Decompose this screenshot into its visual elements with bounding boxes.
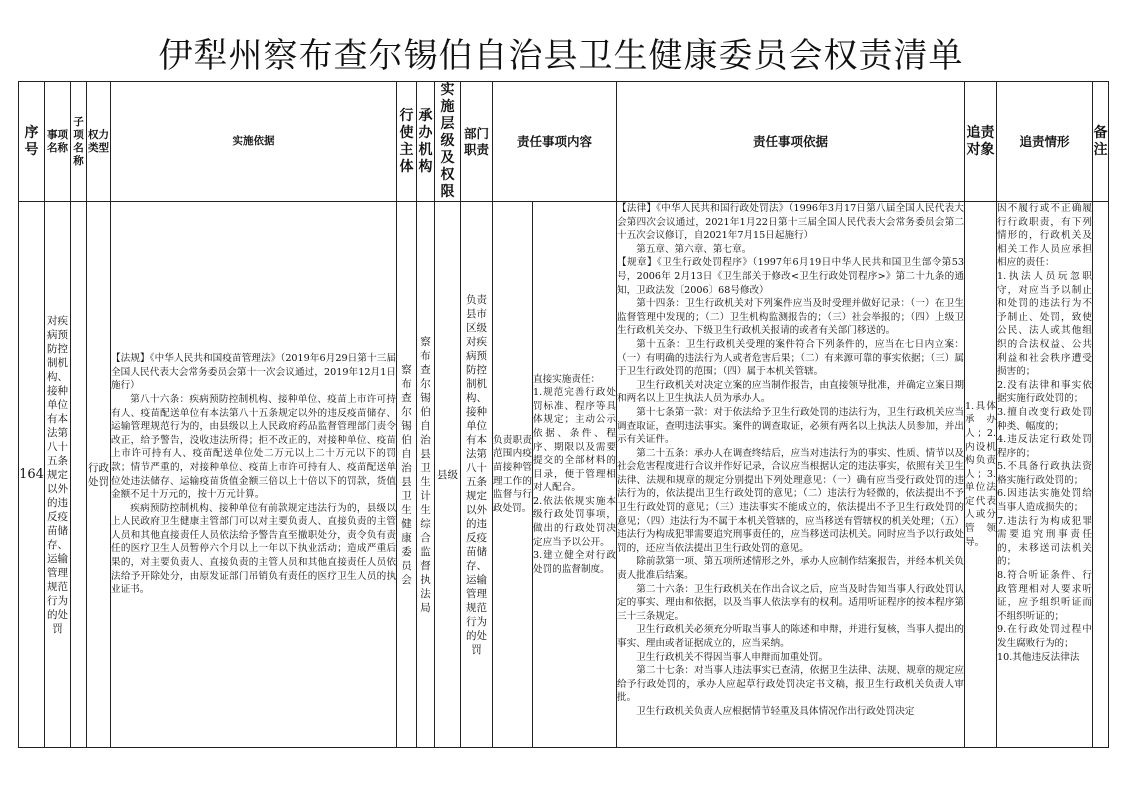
resp-basis-paragraph: 第十七条第一款：对于依法给予卫生行政处罚的违法行为，卫生行政机关应当调查取证，查明违法事实。案件的调查取证，必须有两名以上执法人员参加，并出示有关证件。 — [617, 406, 964, 446]
table-row — [19, 202, 1109, 748]
cell-item-name: 对疾病预防控制机构、接种单位有本法第八十五条规定以外的违反疫苗储存、运输管理规范行为的处罚 — [45, 202, 71, 748]
resp-basis-paragraph: 卫生行政机关对决定立案的应当制作报告，由直接领导批准，并确定立案日期和两名以上卫生执法人员为承办人。 — [617, 379, 964, 405]
basis-paragraph: 第八十六条：疾病预防控制机构、接种单位、疫苗上市许可持有人、疫苗配送单位有本法第八十五条规定以外的违反疫苗储存、运输管理规范行为的，由县级以上人民政府药品监督管理部门责令改正，给予警告，没收违法所得；拒不改正的，对接种单位、疫苗上市许可持有人、疫苗配送单位处二万元以上二十万元以下的罚款；情节严重的，对接种单位、疫苗上市许可持有人、疫苗配送单位处违法储存、运输疫苗货值金额三倍以上十倍以下的罚款，货值金额不足十万元的，按十万元计算。 — [111, 393, 396, 501]
resp-basis-clip — [617, 202, 964, 747]
header-level: 实施层级及权限 — [435, 82, 461, 202]
cell-basis — [111, 202, 397, 748]
header-item-name: 事项名称 — [45, 82, 71, 202]
cell-sub-item-name — [71, 202, 87, 748]
cell-dept-duty: 负责职责范围内疫苗接种管理工作的监督与行政处罚。 — [493, 202, 533, 748]
resp-basis-paragraph: 【规章】《卫生行政处罚程序》（1997年6月19日中华人民共和国卫生部令第53号，2006年 2月13日《卫生部关于修改<卫生行政处罚程序>》第二十九条的通知，卫政法发〔2006〕68号修改） — [617, 257, 964, 296]
accountability-clip — [997, 202, 1092, 747]
cell-resp-content — [533, 202, 617, 748]
cell-remark — [1093, 202, 1109, 748]
header-undertaker: 承办机构 — [417, 82, 435, 202]
accountability-line: 10.其他违反法律法 — [997, 651, 1080, 663]
resp-basis-paragraph: 【法律】《中华人民共和国行政处罚法》（1996年3月17日第八届全国人民代表大会第四次会议通过，2021年1月22日第十三届全国人民代表大会常务委员会第二十五次会议修订，自2021年7月15日起施行） — [617, 203, 964, 242]
resp-basis-paragraph: 卫生行政机关不得因当事人申辩而加重处罚。 — [636, 651, 829, 663]
header-accountable: 追责对象 — [965, 82, 997, 202]
header-resp-content: 责任事项内容 — [493, 82, 617, 202]
cell-power-type: 行政处罚 — [87, 202, 111, 748]
resp-content-line: 1.规范完善行政处罚标准、程序等具体规定；主动公示依据、条件、程序、期限以及需要提交的全部材料的目录，便于管理相对人配合。 — [533, 387, 616, 494]
resp-basis-paragraph: 第二十七条：对当事人违法事实已查清，依据卫生法律、法规、规章的规定应给予行政处罚的，承办人应起草行政处罚决定书文稿，报卫生行政机关负责人审批。 — [617, 665, 964, 704]
power-list-table — [18, 81, 1109, 748]
resp-basis-paragraph: 卫生行政机关必须充分听取当事人的陈述和申辩，并进行复核，当事人提出的事实、理由或者证据成立的，应当采纳。 — [617, 624, 964, 649]
header-dept-duty: 部门职责 — [461, 82, 493, 202]
header-resp-basis: 责任事项依据 — [617, 82, 965, 202]
resp-content-line: 2.依法依规实施本级行政处罚事项，做出的行政处罚决定应当予以公开。 — [533, 495, 616, 548]
header-power-type: 权力类型 — [87, 82, 111, 202]
accountability-line: 2.没有法律和事实依据实施行政处罚的； — [997, 379, 1092, 405]
accountability-line: 3.擅自改变行政处罚种类、幅度的； — [997, 406, 1092, 432]
accountability-line: 8.符合听证条件、行政管理相对人要求听证，应予组织听证而不组织听证的； — [997, 570, 1092, 622]
accountability-line: 因不履行或不正确履行行政职责，有下列情形的，行政机关及相关工作人员应承担相应的责任： — [997, 203, 1092, 269]
basis-paragraph: 【法规】《中华人民共和国疫苗管理法》（2019年6月29日第十三届全国人民代表大会常务委员会第十一次会议通过，2019年12月1日施行） — [111, 353, 396, 392]
header-accountability: 追责情形 — [997, 82, 1093, 202]
basis-paragraph: 疾病预防控制机构、接种单位有前款规定违法行为的，县级以上人民政府卫生健康主管部门可以对主要负责人、直接负责的主管人员和其他直接责任人员依法给予警告直至撤职处分，责令负有责任的医疗卫生人员暂停六个月以上一年以下执业活动；造成严重后果的，对主要负责人、直接负责的主管人员和其他直接责任人员依法给予开除处分，由原发证部门吊销负有责任的医疗卫生人员的执业证书。 — [111, 502, 396, 596]
accountability-line: 6.因违法实施处罚给当事人造成损失的； — [997, 488, 1092, 514]
resp-basis-paragraph: 第二十六条：卫生行政机关在作出合议之后，应当及时告知当事人行政处罚认定的事实、理由和依据，以及当事人依法享有的权利。适用听证程序的按本程序第三十三条规定。 — [617, 583, 964, 622]
cell-level: 县级 — [435, 202, 461, 748]
cell-executor: 察布查尔锡伯自治县卫生健康委员会 — [397, 202, 417, 748]
resp-content-line: 直接实施责任： — [533, 373, 601, 385]
header-seq: 序号 — [19, 82, 45, 202]
page-title: 伊犁州察布查尔锡伯自治县卫生健康委员会权责清单 — [158, 36, 964, 76]
resp-basis-paragraph: 第十五条：卫生行政机关受理的案件符合下列条件的，应当在七日内立案：（一）有明确的违法行为人或者危害后果；（二）有来源可靠的事实依据；（三）属于卫生行政处罚的范围；（四）属于本机关管辖。 — [617, 338, 964, 378]
cell-accountability — [997, 202, 1093, 748]
accountability-line: 9.在行政处罚过程中发生腐败行为的； — [997, 624, 1092, 649]
cell-accountable: 1.具体承办人；2.内设机构负责人；3.单位法定代表人或分管领导。 — [965, 202, 997, 748]
cell-undertaker: 察布查尔锡伯自治县卫生计生综合监督执法局 — [417, 202, 435, 748]
cell-seq: 164 — [19, 202, 45, 748]
accountability-line: 4.违反法定行政处罚程序的； — [997, 434, 1092, 459]
resp-content-line: 3.建立健全对行政处罚的监督制度。 — [533, 550, 616, 575]
header-row — [19, 82, 1109, 202]
cell-level-desc: 负责县市区级对疾病预防控制机构、接种单位有本法第八十五条规定以外的违反疫苗储存、运输管理规范行为的处罚 — [461, 202, 493, 748]
header-remark: 备注 — [1093, 82, 1109, 202]
resp-basis-paragraph: 卫生行政机关负责人应根据情节轻重及具体情况作出行政处罚决定 — [636, 705, 915, 717]
resp-basis-paragraph: 除前款第一项、第五项所述情形之外，承办人应制作结案报告，并经本机关负责人批准后结案。 — [617, 556, 964, 582]
header-executor: 行使主体 — [397, 82, 417, 202]
accountability-line: 7.违法行为构成犯罪需要追究刑事责任的，未移送司法机关的； — [997, 515, 1092, 568]
accountability-line: 1.执法人员玩忽职守，对应当予以制止和处罚的违法行为不予制止、处罚，致使公民、法人或其他组织的合法权益、公共利益和社会秩序遭受损害的； — [997, 270, 1092, 378]
resp-basis-paragraph: 第二十五条：承办人在调查终结后，应当对违法行为的事实、性质、情节以及社会危害程度进行合议并作好记录，合议应当根据认定的违法事实，依照有关卫生法律、法规和规章的规定分别提出下列处理意见：（一）确有应当受行政处罚的违法行为的，依法提出卫生行政处罚的意见；（二）违法行为轻微的，依法提出不予卫生行政处罚的意见；（三）违法事实不能成立的，依法提出不予卫生行政处罚的意见；（四）违法行为不属于本机关管辖的，应当移送有管辖权的机关处理；（五）违法行为构成犯罪需要追究刑事责任的，应当移送司法机关。同时应当予以行政处罚的，还应当依法提出卫生行政处罚的意见。 — [617, 447, 964, 554]
header-basis: 实施依据 — [111, 82, 397, 202]
header-sub-item-name: 子项名称 — [71, 82, 87, 202]
resp-basis-paragraph: 第五章、第六章、第七章。 — [636, 243, 752, 255]
accountability-line: 5.不具备行政执法资格实施行政处罚的； — [997, 461, 1092, 486]
resp-basis-paragraph: 第十四条：卫生行政机关对下列案件应当及时受理并做好记录：（一）在卫生监督管理中发现的；（二）卫生机构监测报告的；（三）社会举报的；（四）上级卫生行政机关交办、下级卫生行政机关报请的或者有关部门移送的。 — [617, 298, 964, 337]
cell-resp-basis — [617, 202, 965, 748]
